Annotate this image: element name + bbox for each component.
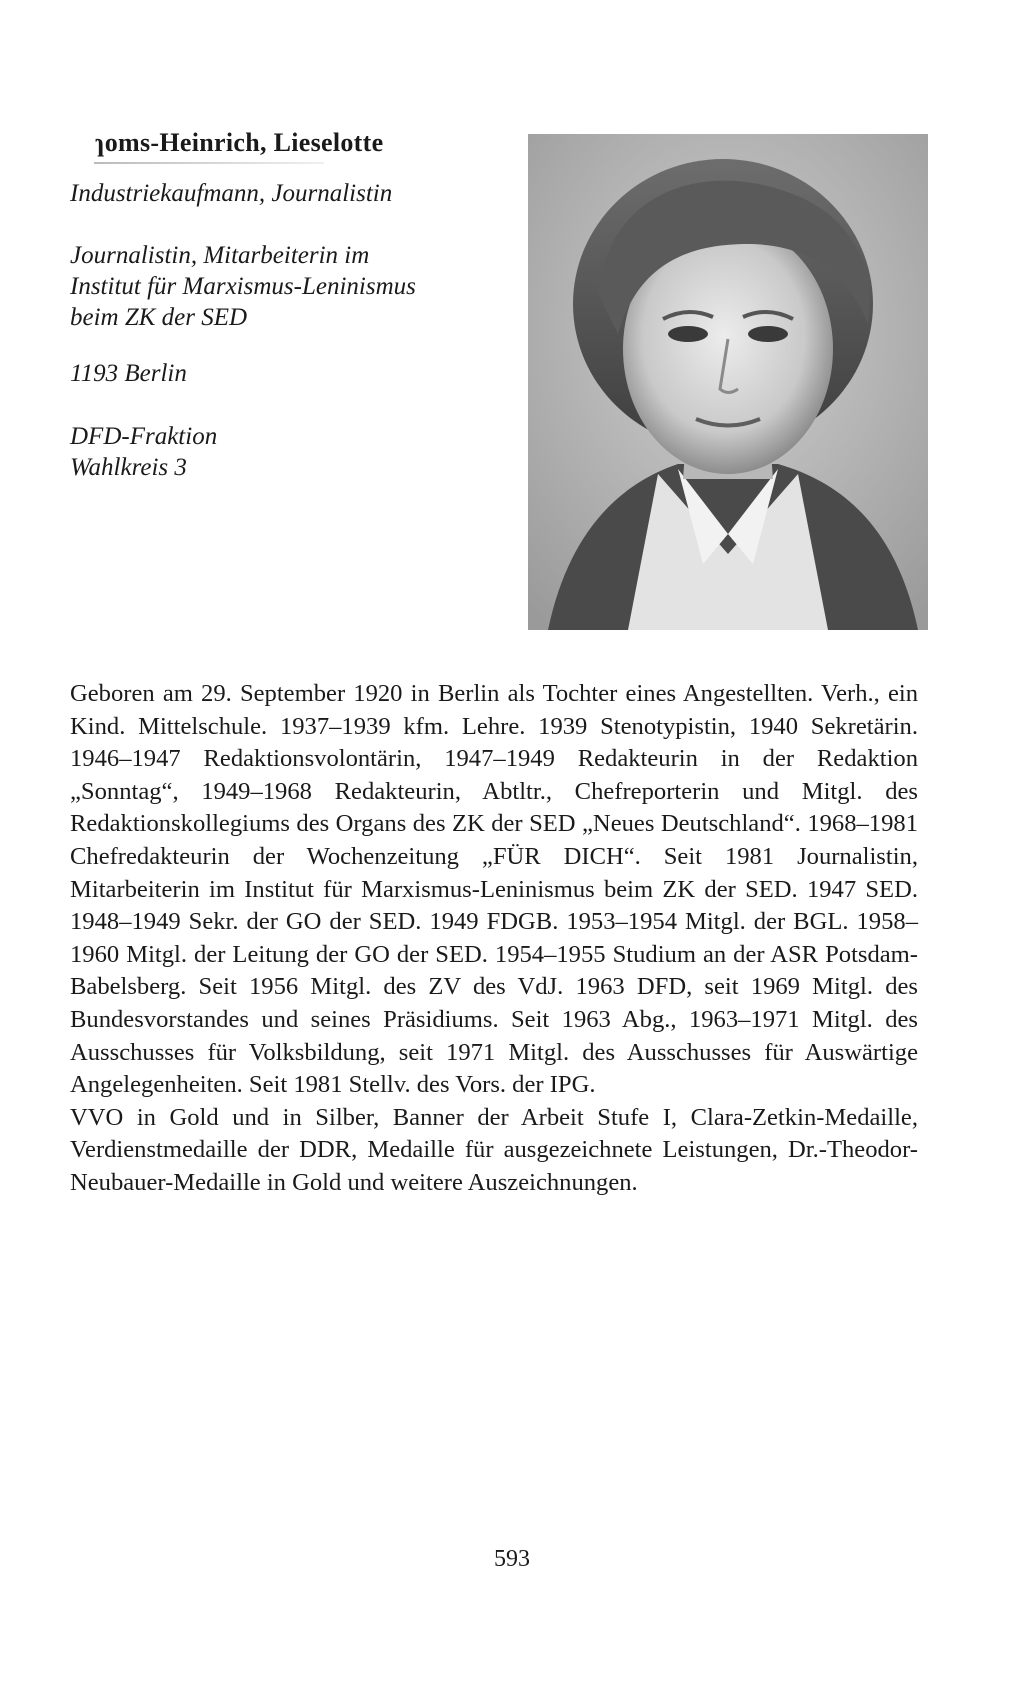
location: 1193 Berlin [70, 360, 187, 387]
biography-paragraph: Geboren am 29. September 1920 in Berlin als Tochter eines Angestellten. Verh., ein Kind. Mittelschule. 1937–1939 kfm. Lehre. 1939 Stenotypistin, 1940 Sekretärin. 1946–1947 Redaktionsvolontärin, 1947–1949 Redakteurin in der Redaktion „Sonntag“, 1949–1968 Redakteurin, Abtltr., Chefreporterin und Mitgl. des Redaktionskollegiums des Organs des ZK der SED „Neues Deutschland“. 1968–1981 Chefredakteurin der Wochenzeitung „FÜR DICH“. Seit 1981 Journalistin, Mitarbeiterin im Institut für Marxismus-Leninismus beim ZK der SED. 1947 SED. 1948–1949 Sekr. der GO der SED. 1949 FDGB. 1953–1954 Mitgl. der BGL. 1958–1960 Mitgl. der Leitung der GO der SED. 1954–1955 Studium an der ASR Potsdam-Babelsberg. Seit 1956 Mitgl. des ZV des VdJ. 1963 DFD, seit 1969 Mitgl. des Bundesvorstandes und seines Präsidiums. Seit 1963 Abg., 1963–1971 Mitgl. des Ausschusses für Volksbildung, seit 1971 Mitgl. des Ausschusses für Auswärtige Angelegenheiten. Seit 1981 Stellv. des Vors. der IPG. [70, 680, 918, 1099]
faction: DFD-Fraktion [70, 423, 218, 450]
portrait-illustration [528, 134, 928, 630]
position-line: Institut für Marxismus-Leninismus [70, 273, 416, 300]
name-underline [94, 162, 324, 164]
portrait-photo [528, 134, 928, 630]
page-number: 593 [494, 1546, 530, 1572]
awards-paragraph: VVO in Gold und in Silber, Banner der Arbeit Stufe I, Clara-Zetkin-Medaille, Verdienstmedaille der DDR, Medaille für ausgezeichnete Leistungen, Dr.-Theodor-Neubauer-Medaille in Gold und weitere Auszeichnungen. [70, 1103, 918, 1196]
position-line: Journalistin, Mitarbeiterin im [70, 242, 370, 269]
position-line: beim ZK der SED [70, 304, 248, 331]
faction-block [70, 421, 217, 483]
biography-text [70, 678, 918, 1200]
constituency: Wahlkreis 3 [70, 454, 187, 481]
profession: Industriekaufmann, Journalistin [70, 180, 393, 207]
position-block [70, 240, 416, 333]
entry-name: ɿoms-Heinrich, Lieselotte [94, 128, 384, 157]
